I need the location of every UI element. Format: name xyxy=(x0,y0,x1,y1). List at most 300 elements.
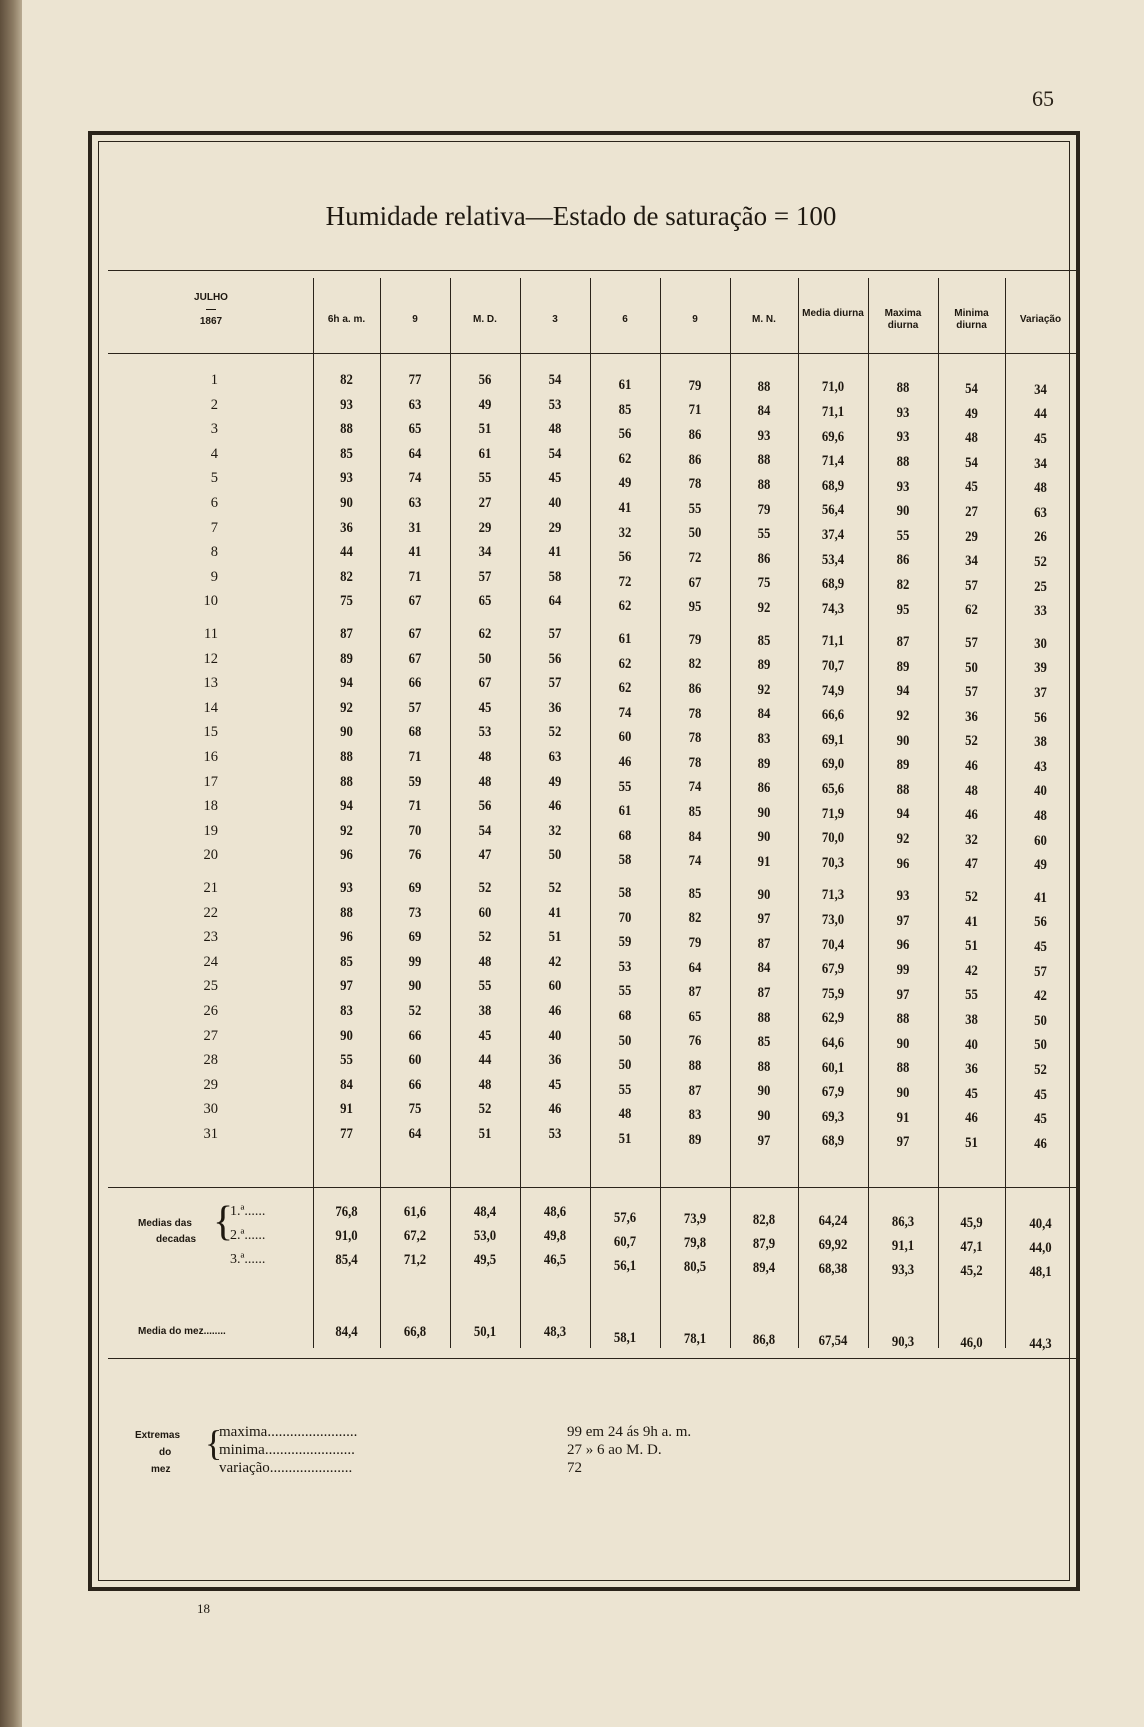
table-cell: 29 xyxy=(478,519,492,536)
decade-cell: 48,4 xyxy=(473,1204,497,1220)
header-month: JULHO xyxy=(194,292,228,303)
table-cell: 61 xyxy=(618,631,632,647)
table-cell: 46 xyxy=(965,1110,978,1127)
humidity-table xyxy=(108,270,1076,1358)
extremes-label-2: do xyxy=(159,1447,172,1458)
table-cell: 70,4 xyxy=(821,936,845,953)
table-cell: 86 xyxy=(757,780,771,797)
table-cell: 64 xyxy=(408,445,422,462)
table-cell: 37 xyxy=(1034,685,1047,701)
table-cell: 89 xyxy=(896,658,910,675)
table-cell: 27 xyxy=(965,504,978,520)
table-cell: 68,9 xyxy=(821,576,845,593)
day-number: 11 xyxy=(204,626,218,642)
table-cell: 45 xyxy=(965,1085,978,1102)
day-number: 30 xyxy=(203,1101,218,1118)
decade-cell: 45,9 xyxy=(960,1215,983,1231)
table-cell: 86 xyxy=(688,681,702,697)
table-cell: 46 xyxy=(1034,1135,1047,1152)
table-cell: 84 xyxy=(340,1076,353,1093)
table-cell: 34 xyxy=(965,553,978,570)
table-cell: 75 xyxy=(757,575,771,592)
table-cell: 38 xyxy=(1034,734,1047,751)
table-cell: 41 xyxy=(1034,889,1047,906)
table-cell: 86 xyxy=(757,550,771,567)
table-cell: 63 xyxy=(408,396,422,413)
table-cell: 69 xyxy=(408,929,422,946)
table-cell: 42 xyxy=(1034,988,1047,1005)
table-cell: 71,4 xyxy=(821,453,845,470)
table-cell: 67 xyxy=(408,593,422,610)
day-number: 10 xyxy=(203,593,218,610)
table-cell: 50 xyxy=(548,847,562,864)
table-cell: 27 xyxy=(478,495,492,511)
table-cell: 85 xyxy=(688,804,702,820)
table-cell: 45 xyxy=(1034,1111,1047,1128)
decade-cell: 69,92 xyxy=(818,1237,848,1253)
table-cell: 78 xyxy=(688,754,702,771)
day-number: 29 xyxy=(203,1076,218,1093)
column-divider xyxy=(590,278,591,1348)
decade-cell: 61,6 xyxy=(403,1204,427,1220)
table-cell: 78 xyxy=(688,730,702,747)
table-cell: 58 xyxy=(618,885,632,901)
table-cell: 46 xyxy=(965,807,978,824)
table-cell: 52 xyxy=(548,724,562,741)
month-mean-cell: 78,1 xyxy=(683,1331,707,1347)
extreme-max-value: 99 em 24 ás 9h a. m. xyxy=(567,1424,692,1440)
table-cell: 53 xyxy=(548,1126,562,1142)
table-cell: 56 xyxy=(548,650,562,667)
table-cell: 93 xyxy=(896,888,910,905)
decade-cell: 64,24 xyxy=(818,1213,848,1229)
table-cell: 46 xyxy=(618,754,632,770)
table-cell: 66 xyxy=(408,675,422,692)
decade-cell: 87,9 xyxy=(752,1236,776,1252)
table-cell: 93 xyxy=(896,478,910,495)
month-mean-cell: 46,0 xyxy=(960,1335,983,1351)
table-cell: 93 xyxy=(896,429,910,446)
table-cell: 90 xyxy=(340,495,353,511)
decade-cell: 60,7 xyxy=(613,1234,637,1250)
table-cell: 71 xyxy=(408,568,422,585)
table-cell: 41 xyxy=(408,544,422,561)
decade-cell: 67,2 xyxy=(403,1228,427,1244)
extreme-var-value: 72 xyxy=(567,1460,582,1476)
table-cell: 38 xyxy=(478,1003,492,1019)
table-cell: 51 xyxy=(548,929,562,946)
table-cell: 53 xyxy=(618,958,632,975)
table-cell: 69,0 xyxy=(821,756,845,773)
table-cell: 82 xyxy=(896,577,910,593)
decade-cell: 46,5 xyxy=(543,1252,567,1268)
table-cell: 48 xyxy=(618,1106,632,1123)
table-cell: 71,1 xyxy=(821,633,845,650)
table-cell: 99 xyxy=(408,953,422,970)
decades-label-2: decadas xyxy=(156,1234,197,1245)
table-cell: 37,4 xyxy=(821,527,845,543)
table-cell: 60 xyxy=(618,729,632,746)
table-cell: 97 xyxy=(896,1134,910,1151)
table-cell: 34 xyxy=(1034,381,1047,398)
table-cell: 49 xyxy=(618,475,632,492)
table-cell: 50 xyxy=(688,525,702,542)
day-number: 16 xyxy=(203,749,218,765)
table-cell: 56 xyxy=(618,549,632,566)
table-cell: 38 xyxy=(965,1012,978,1028)
table-cell: 85 xyxy=(757,632,771,649)
table-cell: 44 xyxy=(1034,406,1047,423)
table-cell: 53 xyxy=(548,396,562,413)
table-cell: 88 xyxy=(757,477,771,493)
month-mean-cell: 44,3 xyxy=(1029,1336,1052,1352)
table-cell: 55 xyxy=(965,987,978,1004)
month-mean-cell: 90,3 xyxy=(891,1334,915,1350)
table-cell: 54 xyxy=(965,454,978,471)
table-cell: 41 xyxy=(548,544,562,561)
table-cell: 60 xyxy=(1034,832,1047,849)
table-cell: 57 xyxy=(408,699,422,716)
table-cell: 55 xyxy=(688,500,702,517)
table-cell: 67 xyxy=(478,675,492,692)
table-cell: 50 xyxy=(478,650,492,667)
month-mean-label: Media do mez........ xyxy=(138,1326,226,1337)
table-cell: 87 xyxy=(757,935,771,952)
table-cell: 92 xyxy=(757,600,771,616)
month-mean-cell: 58,1 xyxy=(613,1330,637,1346)
table-cell: 74,3 xyxy=(821,600,845,617)
table-cell: 67 xyxy=(688,574,702,591)
table-cell: 26 xyxy=(1034,529,1047,546)
table-cell: 68 xyxy=(408,724,422,741)
table-cell: 30 xyxy=(1034,635,1047,652)
table-cell: 58 xyxy=(618,852,632,869)
table-cell: 51 xyxy=(478,421,492,438)
table-cell: 70,0 xyxy=(821,830,845,847)
decade-cell: 57,6 xyxy=(613,1210,637,1226)
table-cell: 60 xyxy=(478,904,492,921)
day-number: 5 xyxy=(210,470,218,487)
column-divider xyxy=(730,278,731,1348)
decade-cell: 91,0 xyxy=(335,1228,358,1244)
table-cell: 74,9 xyxy=(821,682,845,699)
table-cell: 45 xyxy=(1034,939,1047,955)
table-cell: 96 xyxy=(896,855,910,872)
table-cell: 71,3 xyxy=(821,887,845,904)
month-mean-cell: 86,8 xyxy=(752,1332,776,1348)
table-cell: 66,6 xyxy=(821,707,845,724)
table-cell: 88 xyxy=(340,904,353,921)
decade-cell: 89,4 xyxy=(752,1260,776,1276)
day-number: 28 xyxy=(203,1052,218,1069)
table-cell: 36 xyxy=(548,1052,562,1069)
table-cell: 61 xyxy=(478,445,492,462)
table-cell: 50 xyxy=(618,1057,632,1074)
table-cell: 90 xyxy=(896,1085,910,1101)
table-cell: 87 xyxy=(688,984,702,1001)
table-cell: 54 xyxy=(478,822,492,839)
table-cell: 65,6 xyxy=(821,781,845,797)
table-cell: 64 xyxy=(548,593,562,610)
table-cell: 44 xyxy=(340,544,353,561)
extreme-min-dots: ........................ xyxy=(264,1442,355,1458)
decade-cell: 68,38 xyxy=(818,1261,848,1277)
table-cell: 31 xyxy=(408,519,422,536)
table-cell: 84 xyxy=(757,960,771,977)
extremes-label-1: Extremas xyxy=(135,1430,181,1441)
table-cell: 69,3 xyxy=(821,1108,845,1125)
table-cell: 88 xyxy=(757,452,771,469)
table-cell: 36 xyxy=(548,699,562,716)
table-cell: 45 xyxy=(965,479,978,496)
table-cell: 89 xyxy=(896,757,910,774)
table-cell: 94 xyxy=(340,675,353,692)
table-cell: 41 xyxy=(965,913,978,930)
table-cell: 61 xyxy=(618,803,632,820)
table-cell: 68,9 xyxy=(821,1133,845,1150)
table-cell: 62,9 xyxy=(821,1010,845,1027)
table-cell: 57 xyxy=(548,626,562,642)
table-cell: 90 xyxy=(340,724,353,741)
table-cell: 93 xyxy=(896,404,910,421)
table-cell: 39 xyxy=(1034,660,1047,677)
table-cell: 40 xyxy=(965,1036,978,1053)
extreme-var-row xyxy=(219,1460,352,1477)
table-cell: 56 xyxy=(1034,914,1047,931)
table-cell: 90 xyxy=(408,978,422,995)
table-cell: 61 xyxy=(618,377,632,393)
header-top-rule xyxy=(108,270,1076,271)
table-cell: 48 xyxy=(548,421,562,438)
table-cell: 88 xyxy=(896,1011,910,1028)
table-cell: 97 xyxy=(896,986,910,1003)
table-cell: 52 xyxy=(1034,1062,1047,1078)
decades-label-1: Medias das xyxy=(138,1218,192,1229)
table-cell: 52 xyxy=(965,733,978,750)
decade-cell: 79,8 xyxy=(683,1235,707,1251)
table-cell: 51 xyxy=(618,1131,632,1147)
table-cell: 36 xyxy=(965,708,978,725)
decade-cell: 47,1 xyxy=(960,1239,983,1255)
day-number: 3 xyxy=(210,421,218,438)
day-number: 31 xyxy=(203,1126,218,1142)
column-header: Maxima diurna xyxy=(884,308,922,331)
signature-number: 18 xyxy=(197,1601,210,1616)
table-cell: 74 xyxy=(408,470,422,487)
day-number: 8 xyxy=(210,544,218,561)
decade-cell: 85,4 xyxy=(335,1252,358,1268)
table-cell: 57 xyxy=(965,635,978,651)
table-cell: 52 xyxy=(1034,554,1047,570)
extreme-var-name: variação xyxy=(219,1460,270,1476)
table-cell: 49 xyxy=(478,396,492,413)
document-page xyxy=(22,0,1144,1727)
page-number: 65 xyxy=(1032,86,1054,111)
table-cell: 57 xyxy=(965,577,978,594)
decade-cell: 76,8 xyxy=(335,1204,358,1220)
table-cell: 66 xyxy=(408,1076,422,1093)
table-cell: 50 xyxy=(1034,1037,1047,1054)
table-cell: 60,1 xyxy=(821,1059,845,1076)
column-divider xyxy=(1005,278,1006,1348)
table-cell: 52 xyxy=(478,929,492,946)
table-cell: 97 xyxy=(896,912,910,929)
day-number: 27 xyxy=(203,1027,218,1044)
table-cell: 74 xyxy=(688,853,702,870)
table-cell: 85 xyxy=(757,1034,771,1051)
decades-brace: { xyxy=(213,1199,234,1245)
extreme-min-name: minima xyxy=(219,1442,265,1458)
table-cell: 78 xyxy=(688,476,702,493)
table-cell: 29 xyxy=(965,528,978,545)
table-cell: 91 xyxy=(340,1101,353,1118)
month-mean-cell: 84,4 xyxy=(335,1324,358,1340)
column-header: M. N. xyxy=(752,314,776,325)
day-number: 22 xyxy=(203,904,218,921)
month-mean-cell: 66,8 xyxy=(403,1324,427,1340)
table-cell: 72 xyxy=(618,573,632,590)
header-year: 1867 xyxy=(199,316,223,327)
table-cell: 62 xyxy=(618,680,632,697)
table-cell: 93 xyxy=(340,396,353,413)
decade-cell: 53,0 xyxy=(473,1228,497,1244)
table-cell: 79 xyxy=(757,501,771,518)
day-number: 17 xyxy=(203,773,218,790)
page-title: Humidade relativa—Estado de saturação = 100 xyxy=(325,201,837,231)
table-cell: 90 xyxy=(757,829,771,846)
table-cell: 69,1 xyxy=(821,731,845,748)
table-cell: 92 xyxy=(340,822,353,839)
decade-cell: 48,1 xyxy=(1029,1264,1052,1280)
table-cell: 70,7 xyxy=(821,658,845,674)
table-cell: 87 xyxy=(340,626,353,642)
table-cell: 96 xyxy=(896,937,910,954)
table-cell: 90 xyxy=(340,1027,353,1044)
table-cell: 40 xyxy=(548,495,562,511)
table-cell: 48 xyxy=(965,782,978,799)
table-cell: 52 xyxy=(478,1101,492,1118)
decade-cell: 49,5 xyxy=(473,1252,497,1268)
table-cell: 54 xyxy=(965,381,978,397)
table-cell: 92 xyxy=(896,831,910,847)
table-cell: 89 xyxy=(757,657,771,674)
table-cell: 71,1 xyxy=(821,404,845,420)
table-cell: 86 xyxy=(896,552,910,569)
table-cell: 48 xyxy=(965,430,978,447)
column-header: 6h a. m. xyxy=(327,314,366,325)
table-cell: 48 xyxy=(1034,808,1047,824)
table-cell: 95 xyxy=(896,601,910,618)
table-cell: 71 xyxy=(408,749,422,765)
day-number: 2 xyxy=(210,396,218,413)
table-cell: 57 xyxy=(1034,963,1047,980)
table-cell: 92 xyxy=(896,708,910,724)
table-cell: 90 xyxy=(757,804,771,821)
table-cell: 75 xyxy=(408,1101,422,1118)
table-cell: 65 xyxy=(688,1008,702,1025)
decade-cell: 49,8 xyxy=(543,1228,567,1244)
column-divider xyxy=(798,278,799,1348)
table-cell: 62 xyxy=(618,655,632,672)
table-cell: 77 xyxy=(408,372,422,388)
decade-cell: 80,5 xyxy=(683,1259,707,1275)
body-bottom-rule xyxy=(108,1187,1076,1188)
month-extremes xyxy=(127,1420,827,1490)
decade-cell: 48,6 xyxy=(543,1204,567,1220)
extreme-max-dots: ........................ xyxy=(267,1424,358,1440)
table-cell: 88 xyxy=(896,1060,910,1077)
table-cell: 58 xyxy=(548,568,562,585)
table-cell: 88 xyxy=(757,1058,771,1075)
table-cell: 64 xyxy=(688,959,702,976)
table-cell: 65 xyxy=(408,421,422,438)
table-cell: 85 xyxy=(340,445,353,462)
table-cell: 84 xyxy=(757,706,771,723)
decade-cell: 91,1 xyxy=(891,1238,915,1254)
table-cell: 88 xyxy=(340,421,353,438)
table-cell: 53 xyxy=(478,724,492,741)
table-cell: 48 xyxy=(1034,480,1047,497)
table-cell: 57 xyxy=(478,568,492,585)
table-cell: 90 xyxy=(896,732,910,749)
table-cell: 55 xyxy=(618,1081,632,1098)
decade-cell: 45,2 xyxy=(960,1263,983,1279)
table-cell: 62 xyxy=(478,626,492,642)
table-cell: 46 xyxy=(965,758,978,774)
table-cell: 51 xyxy=(965,1135,978,1151)
table-cell: 93 xyxy=(340,470,353,487)
table-cell: 74 xyxy=(618,704,632,721)
table-cell: 59 xyxy=(408,773,422,790)
table-cell: 54 xyxy=(548,372,562,388)
table-cell: 67 xyxy=(408,626,422,642)
day-number: 21 xyxy=(203,880,218,896)
table-cell: 42 xyxy=(965,962,978,979)
table-cell: 32 xyxy=(548,822,562,839)
day-number: 6 xyxy=(210,495,218,511)
table-cell: 40 xyxy=(548,1027,562,1044)
table-cell: 45 xyxy=(548,1076,562,1093)
extreme-max-row xyxy=(219,1424,357,1441)
table-cell: 40 xyxy=(1034,783,1047,800)
header-bottom-rule xyxy=(108,353,1076,354)
table-cell: 85 xyxy=(688,885,702,902)
table-cell: 63 xyxy=(548,749,562,765)
day-number: 26 xyxy=(203,1003,218,1019)
table-cell: 62 xyxy=(618,450,632,467)
table-cell: 93 xyxy=(340,880,353,896)
decade-label: 2.ª...... xyxy=(230,1228,266,1243)
table-cell: 43 xyxy=(1034,758,1047,775)
table-cell: 87 xyxy=(896,634,910,651)
table-cell: 92 xyxy=(757,681,771,698)
table-cell: 63 xyxy=(408,495,422,511)
table-cell: 73,0 xyxy=(821,912,845,928)
table-cell: 89 xyxy=(757,755,771,772)
table-cell: 45 xyxy=(478,699,492,716)
table-cell: 71 xyxy=(688,402,702,419)
book-binding xyxy=(0,0,22,1727)
month-mean-cell: 48,3 xyxy=(543,1324,567,1340)
day-number: 20 xyxy=(203,847,218,864)
table-cell: 54 xyxy=(548,445,562,462)
table-cell: 70,3 xyxy=(821,854,845,871)
table-cell: 83 xyxy=(688,1107,702,1124)
table-cell: 48 xyxy=(478,773,492,790)
table-cell: 60 xyxy=(548,978,562,995)
decade-label: 3.ª...... xyxy=(230,1252,266,1267)
table-cell: 83 xyxy=(757,731,771,747)
